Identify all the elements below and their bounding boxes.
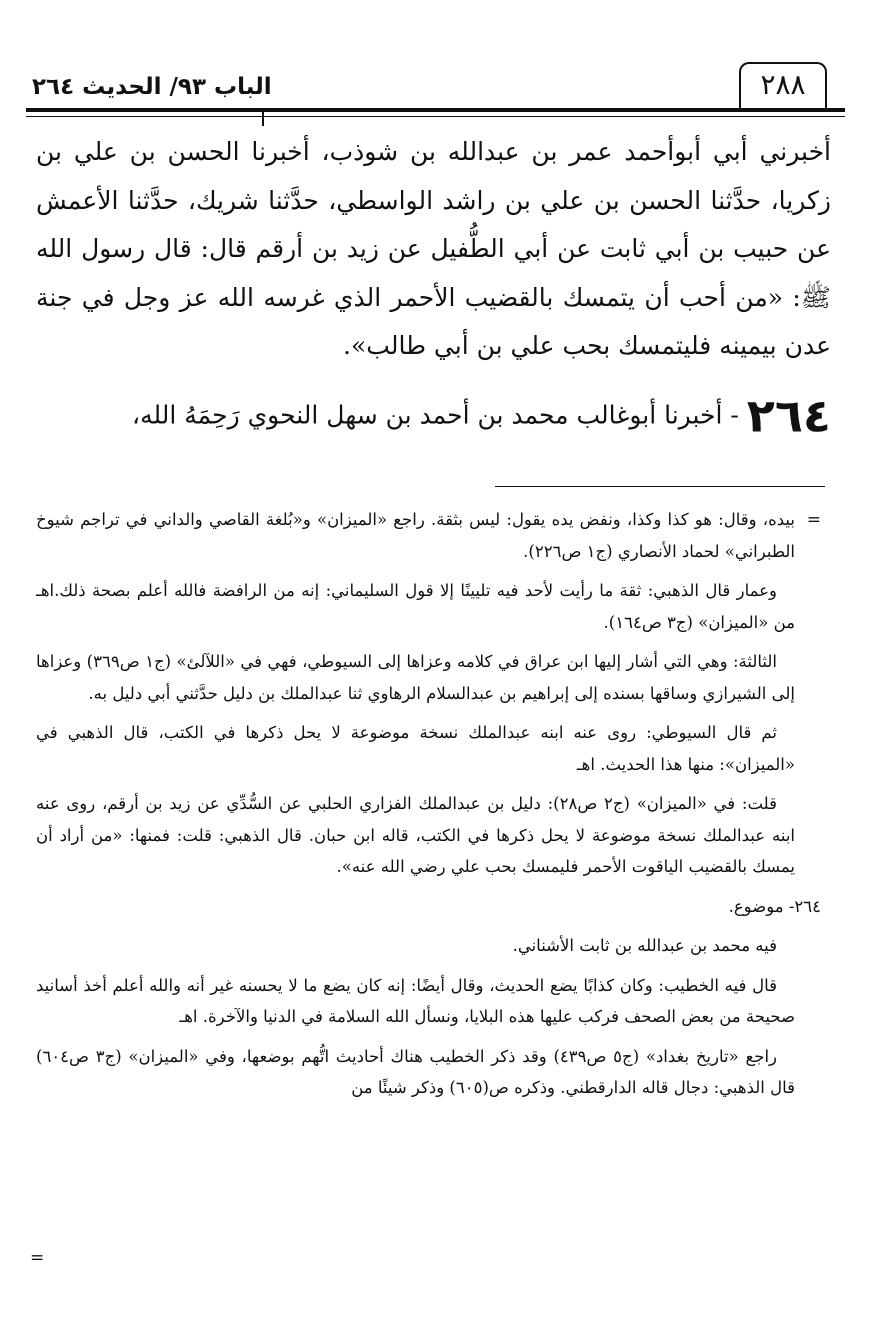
footnote-paragraph: الثالثة: وهي التي أشار إليها ابن عراق في كلامه وعزاها إلى السيوطي، فهي في «اللآلئ» (ج١ ص٣٦٩) وعزاها إلى الشيرازي وساقها بسنده إلى إبراهيم بن عبدالسلام الرهاوي ثنا عبدالملك بن دليل حدَّثني أبي دليل به. — [36, 652, 795, 703]
main-text — [36, 128, 831, 371]
footnote-paragraph: وعمار قال الذهبي: ثقة ما رأيت لأحد فيه تليينًا إلا قول السليماني: إنه من الرافضة فالله أعلم بصحة ذلك.اهـ من «الميزان» (ج٣ ص١٦٤). — [36, 581, 795, 632]
footnote-paragraph: بيده، وقال: هو كذا وكذا، ونفض يده يقول: ليس بثقة. راجع «الميزان» و«بُلغة القاصي والداني في تراجم شيوخ الطبراني» لحماد الأنصاري (ج١ ص٢٢٦). — [36, 510, 795, 561]
main-paragraph: أخبرني أبي أبوأحمد عمر بن عبدالله بن شوذب، أخبرنا الحسن بن علي بن زكريا، حدَّثنا الحسن بن علي بن راشد الواسطي، حدَّثنا شريك، حدَّثنا الأعمش عن حبيب بن أبي ثابت عن أبي الطُّفيل عن زيد بن أرقم قال: قال رسول الله ﷺ: «من أحب أن يتمسك بالقضيب الأحمر الذي غرسه الله عز وجل في جنة عدن بيمينه فليتمسك بحب علي بن أبي طالب». — [36, 137, 831, 360]
footnote-end-mark: = — [30, 1248, 45, 1268]
footnote-continuation-mark: = — [806, 510, 821, 530]
page-number: ٢٨٨ — [760, 68, 806, 101]
footnote-paragraph: قال فيه الخطيب: وكان كذابًا يضع الحديث، وقال أيضًا: إنه كان يضع ما لا يحسنه غير أنه والله أعلم أخذ أسانيد صحيحة من بعض الصحف فركب عليها هذه البلايا، ونسأل الله السلامة في الدنيا والآخرة. اهـ — [36, 975, 795, 1026]
header-rule-thick — [26, 108, 845, 112]
header-rule-mark — [262, 112, 264, 126]
hadith-opening-text: - أخبرنا أبوغالب محمد بن أحمد بن سهل النحوي رَحِمَهُ الله، — [132, 400, 739, 430]
footnote-paragraph: راجع «تاريخ بغداد» (ج٥ ص٤٣٩) وقد ذكر الخطيب هناك أحاديث اتُّهم بوضعها، وفي «الميزان» (ج٣ ص٦٠٤) قال الذهبي: دجال قاله الدارقطني. وذكره ص(٦٠٥) وذكر شيئًا من — [36, 1046, 795, 1097]
footnote-separator — [495, 486, 825, 487]
hadith-number: ٢٦٤ — [746, 388, 831, 443]
running-title: الباب ٩٣/ الحديث ٢٦٤ — [32, 74, 272, 100]
footnote-paragraph: ثم قال السيوطي: روى عنه ابنه عبدالملك نسخة موضوعة لا يحل ذكرها في الكتب، قال الذهبي في «الميزان»: منها هذا الحديث. اهـ — [36, 723, 795, 774]
page-number-box — [739, 62, 827, 108]
footnote-paragraph: قلت: في «الميزان» (ج٢ ص٢٨): دليل بن عبدالملك الفزاري الحلبي عن السُّدِّي عن زيد بن أرقم، روى عنه ابنه عبدالملك نسخة موضوعة لا يحل ذكرها في الكتب، قاله ابن حبان. قال الذهبي: قلت: فمنها: «من أراد أن يمسك بالقضيب الياقوت الأحمر فليمسك بحب علي رضي الله عنه». — [36, 794, 795, 876]
hadith-heading — [36, 384, 831, 446]
footnotes — [36, 504, 821, 1112]
footnote-paragraph: فيه محمد بن عبدالله بن ثابت الأشناني. — [512, 936, 777, 955]
footnote-entry-heading: ٢٦٤- موضوع. — [728, 896, 821, 916]
header-rule-thin — [26, 116, 845, 117]
